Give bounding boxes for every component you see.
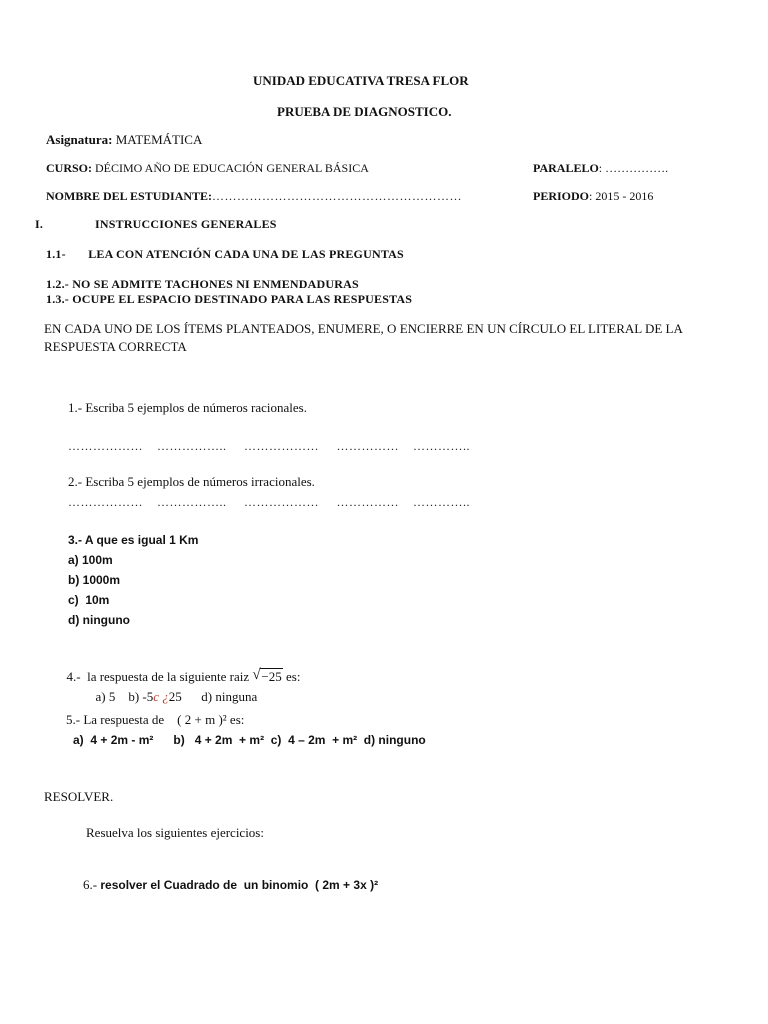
curso-line: [46, 161, 369, 176]
school-name: UNIDAD EDUCATIVA TRESA FLOR: [253, 73, 469, 88]
q4-option-a-b: a) 5 b) -5: [95, 689, 154, 704]
answer-blank-q1: ……………… …………….. ……………… …………… …………..: [68, 439, 470, 453]
paralelo-line: [533, 161, 668, 176]
paralelo-value: : …………….: [598, 161, 669, 175]
periodo-line: [533, 189, 653, 204]
q6-number: 6.-: [83, 877, 101, 892]
q4-suffix: es:: [282, 669, 301, 684]
question-3: 3.- A que es igual 1 Km: [68, 533, 199, 547]
test-title: PRUEBA DE DIAGNOSTICO.: [277, 104, 452, 119]
instruction-item: 1.1- LEA CON ATENCIÓN CADA UNA DE LAS PREGUNTAS: [46, 247, 404, 261]
instruction-item: 1.3.- OCUPE EL ESPACIO DESTINADO PARA LAS RESPUESTAS: [46, 292, 413, 306]
question-6: [75, 858, 378, 894]
resolver-title: RESOLVER.: [44, 789, 114, 804]
q3-option-b: b) 1000m: [68, 573, 121, 587]
nombre-line: [46, 189, 462, 204]
radical-icon: √: [252, 667, 261, 683]
q4-garbled-glyph: c ¿: [153, 689, 169, 704]
question-5: 5.- La respuesta de ( 2 + m )² es:: [66, 712, 245, 727]
resolver-subtitle: Resuelva los siguientes ejercicios:: [86, 825, 264, 840]
q3-option-d: d) ninguno: [68, 613, 130, 627]
periodo-value: : 2015 - 2016: [589, 189, 654, 203]
q3-option-c: c) 10m: [68, 593, 110, 607]
instruction-item: 1.2.- NO SE ADMITE TACHONES NI ENMENDADURAS: [46, 277, 359, 291]
q4-prefix: 4.- la respuesta de la siguiente raiz: [66, 669, 253, 684]
answer-blank-q2: ……………… …………….. ……………… …………… …………..: [68, 495, 470, 509]
nombre-label: NOMBRE DEL ESTUDIANTE:: [46, 189, 213, 203]
curso-label: CURSO:: [46, 161, 93, 175]
q3-option-a: a) 100m: [68, 553, 113, 567]
instructions-paragraph-line1: EN CADA UNO DE LOS ÍTEMS PLANTEADOS, ENUMERE, O ENCIERRE EN UN CÍRCULO EL LITERAL DE LA: [44, 321, 683, 336]
asignatura-label: Asignatura:: [46, 132, 113, 147]
asignatura-value: MATEMÁTICA: [112, 132, 203, 147]
curso-value: DÉCIMO AÑO DE EDUCACIÓN GENERAL BÁSICA: [92, 161, 369, 175]
question-2: 2.- Escriba 5 ejemplos de números irracionales.: [68, 474, 315, 489]
nombre-dots: ……………………………………………………: [212, 189, 463, 203]
paralelo-label: PARALELO: [533, 161, 599, 175]
q6-text: resolver el Cuadrado de un binomio ( 2m + 3x )²: [100, 878, 379, 892]
periodo-label: PERIODO: [533, 189, 590, 203]
instructions-paragraph-line2: RESPUESTA CORRECTA: [44, 339, 187, 354]
question-1: 1.- Escriba 5 ejemplos de números racionales.: [68, 400, 307, 415]
q5-options: a) 4 + 2m - m² b) 4 + 2m + m² c) 4 – 2m + m² d) ninguno: [73, 733, 426, 747]
q4-options: [89, 673, 257, 705]
instructions-title: INSTRUCCIONES GENERALES: [95, 217, 277, 231]
asignatura-line: [46, 132, 202, 148]
q4-option-rest: 25 d) ninguna: [168, 689, 258, 704]
section-roman: I.: [35, 217, 44, 231]
q4-radicand: −25: [261, 669, 282, 684]
